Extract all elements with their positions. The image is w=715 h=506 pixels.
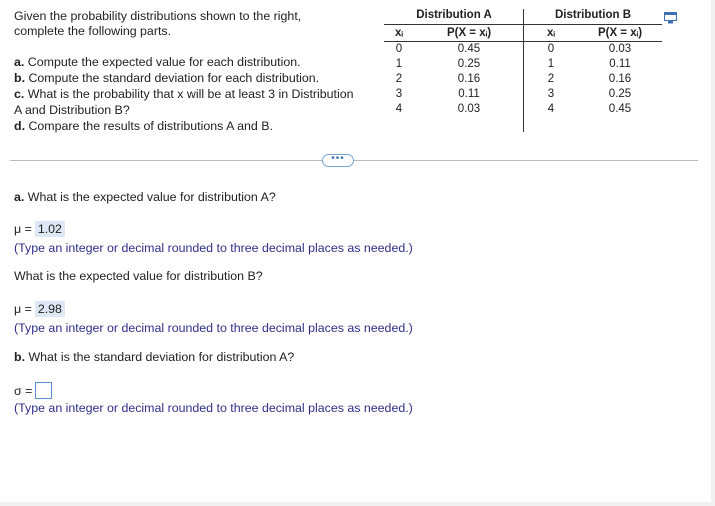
distribution-a-x-cell: 3 xyxy=(395,88,403,100)
distribution-a-title: Distribution A xyxy=(416,9,492,21)
mu-symbol: μ = xyxy=(14,222,32,236)
answer-a-row xyxy=(14,221,65,237)
answer-sigma-hint: (Type an integer or decimal rounded to three decimal places as needed.) xyxy=(14,401,413,415)
distribution-b-table xyxy=(524,9,662,117)
distribution-b-p-cell: 0.25 xyxy=(608,88,632,100)
distribution-b-x-cell: 3 xyxy=(547,88,555,100)
distribution-b-x-cell: 2 xyxy=(547,73,555,85)
expand-icon[interactable] xyxy=(664,12,677,24)
horizontal-scrollbar[interactable] xyxy=(0,502,715,506)
mu-symbol: μ = xyxy=(14,302,32,316)
part-b-tag: b. xyxy=(14,71,26,85)
question-b-tag: b. xyxy=(14,350,26,364)
answer-sigma-row xyxy=(14,382,52,399)
answer-a-value[interactable]: 1.02 xyxy=(35,221,65,237)
sigma-answer-input[interactable] xyxy=(35,382,52,399)
part-a-tag: a. xyxy=(14,55,25,69)
part-c-cont: A and Distribution B? xyxy=(14,103,130,117)
distribution-a-x-cell: 2 xyxy=(395,73,403,85)
distribution-a-p-cell: 0.11 xyxy=(458,88,480,100)
distribution-b-x-cell: 0 xyxy=(547,43,555,55)
answer-a-hint: (Type an integer or decimal rounded to three decimal places as needed.) xyxy=(14,241,413,255)
more-button[interactable]: ••• xyxy=(322,154,354,167)
part-c xyxy=(14,86,384,102)
distribution-a-p-cell: 0.45 xyxy=(457,43,481,55)
answer-b-value[interactable]: 2.98 xyxy=(35,301,65,317)
distribution-a-p-cell: 0.25 xyxy=(457,58,481,70)
distribution-a-p-header: P(X = xᵢ) xyxy=(414,25,524,42)
part-d xyxy=(14,118,384,134)
question-b-text: What is the standard deviation for distribution A? xyxy=(25,350,295,364)
question-a-b: What is the expected value for distribution B? xyxy=(14,269,263,283)
distribution-a-x-column xyxy=(384,25,414,117)
part-c-text-1: What is the probability that x will be at least 3 in Distribution xyxy=(24,87,354,101)
distribution-a-p-cell: 0.03 xyxy=(457,103,481,115)
distribution-a-p-cell: 0.16 xyxy=(457,73,481,85)
distribution-b-p-column xyxy=(578,25,662,117)
distribution-b-title: Distribution B xyxy=(554,9,632,21)
question-a-tag: a. xyxy=(14,190,25,204)
problem-parts xyxy=(14,54,384,134)
part-a-text: Compute the expected value for each distribution. xyxy=(24,55,301,69)
vertical-scrollbar[interactable] xyxy=(711,0,715,506)
distribution-a-x-cell: 4 xyxy=(395,103,403,115)
distribution-b-x-column xyxy=(524,25,578,117)
answer-b-row xyxy=(14,301,65,317)
distribution-a-x-cell: 0 xyxy=(395,43,403,55)
distribution-b-p-cell: 0.16 xyxy=(608,73,632,85)
problem-intro xyxy=(14,9,344,39)
question-b xyxy=(14,350,294,364)
distribution-a-table xyxy=(384,9,524,117)
distribution-b-x-cell: 4 xyxy=(547,103,555,115)
part-c-tag: c. xyxy=(14,87,25,101)
answer-b-hint: (Type an integer or decimal rounded to three decimal places as needed.) xyxy=(14,321,413,335)
part-b xyxy=(14,70,384,86)
distribution-b-p-cell: 0.03 xyxy=(608,43,632,55)
distribution-b-x-header: xᵢ xyxy=(524,25,578,42)
part-b-text: Compute the standard deviation for each distribution. xyxy=(25,71,320,85)
distribution-b-p-cell: 0.45 xyxy=(608,103,632,115)
sigma-symbol: σ = xyxy=(14,383,33,398)
distribution-a-x-cell: 1 xyxy=(395,58,403,70)
question-a xyxy=(14,190,276,204)
distribution-b-x-cell: 1 xyxy=(547,58,555,70)
distribution-b-p-cell: 0.11 xyxy=(609,58,631,70)
distribution-b-p-header: P(X = xᵢ) xyxy=(578,25,662,42)
part-a xyxy=(14,54,384,70)
part-d-tag: d. xyxy=(14,119,26,133)
question-a-text: What is the expected value for distribution A? xyxy=(24,190,276,204)
part-d-text: Compare the results of distributions A and B. xyxy=(25,119,273,133)
section-divider xyxy=(10,160,698,161)
intro-line-2: complete the following parts. xyxy=(14,24,172,38)
distribution-a-p-column xyxy=(414,25,524,117)
distribution-a-x-header: xᵢ xyxy=(384,25,414,42)
intro-line-1: Given the probability distributions shown to the right, xyxy=(14,9,302,23)
